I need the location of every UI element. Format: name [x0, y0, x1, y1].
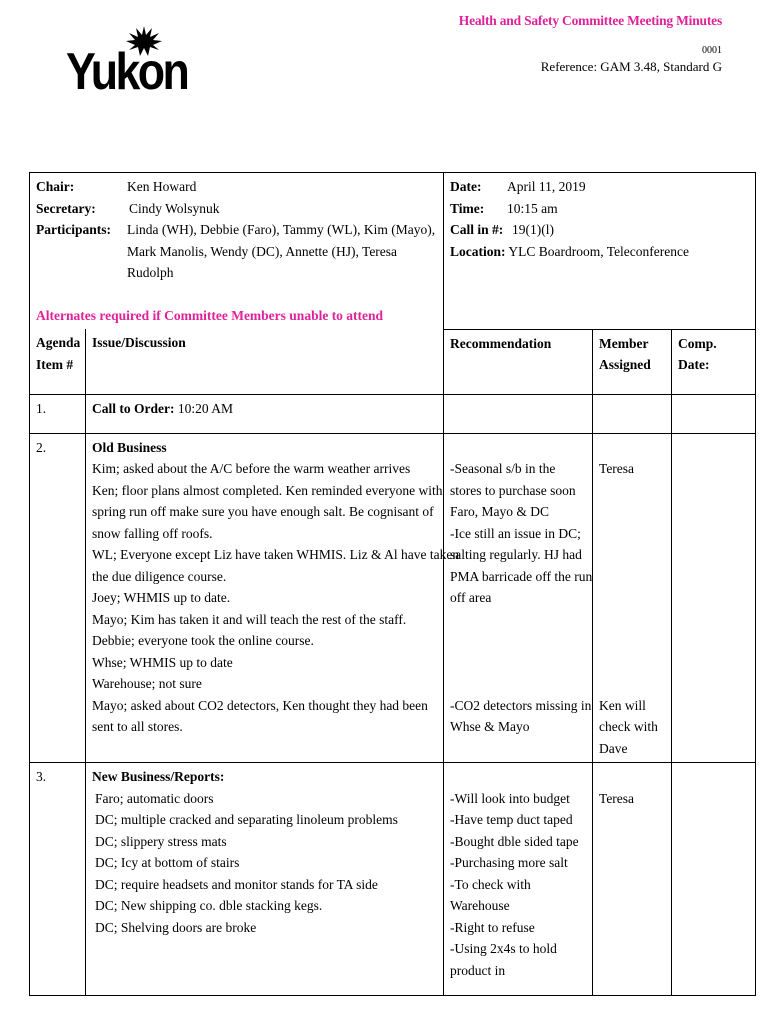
- item-member: Teresa: [593, 763, 672, 996]
- table-row: [30, 763, 756, 996]
- meeting-logistics: [444, 173, 756, 330]
- yukon-logo: [66, 26, 192, 110]
- col-member: Member Assigned: [593, 329, 672, 394]
- item-recommendation: -Will look into budget -Have temp duct taped -Bought dble sided tape -Purchasing more salt -To check with Warehouse -Right to refuse -Using 2x4s to hold product in: [444, 763, 593, 996]
- participants-line-1: Linda (WH), Debbie (Faro), Tammy (WL), Kim (Mayo),: [127, 222, 436, 237]
- secretary-value: Cindy Wolsynuk: [129, 200, 220, 216]
- time-value: 10:15 am: [507, 200, 558, 216]
- date-value: April 11, 2019: [507, 179, 586, 194]
- logo-wordmark: Yukon: [66, 43, 188, 101]
- item-recommendation: -Seasonal s/b in the stores to purchase soon Faro, Mayo & DC -Ice still an issue in DC; salting regularly. HJ had PMA barricade off the run off area -CO2 detectors missing in Whse & Mayo: [444, 433, 593, 763]
- item-issue: Call to Order: 10:20 AM: [86, 394, 444, 433]
- location-label: Location:: [450, 243, 506, 259]
- participants-label: Participants:: [36, 222, 111, 237]
- table-row: [30, 394, 756, 433]
- column-header-row: [30, 329, 756, 394]
- alternates-note: Alternates required if Committee Members unable to attend: [36, 307, 384, 323]
- item-number: 2.: [30, 433, 86, 763]
- meeting-attendance: [30, 173, 444, 330]
- item-number: 1.: [30, 394, 86, 433]
- table-row: [30, 433, 756, 763]
- document-reference: Reference: GAM 3.48, Standard G: [540, 59, 722, 74]
- item-member: Teresa Ken will check with Dave: [593, 433, 672, 763]
- item-number: 3.: [30, 763, 86, 996]
- document-title: Health and Safety Committee Meeting Minutes: [458, 13, 722, 28]
- item-issue: Old Business Kim; asked about the A/C before the warm weather arrives Ken; floor plans almost completed. Ken reminded everyone with spring run off make sure you have enough salt. Be cognisant of snow falling off roofs. WL; Everyone except Liz have taken WHMIS. Liz & Al have taken the due diligence course. Joey; WHMIS up to date. Mayo; Kim has taken it and will teach the rest of the staff. Debbie; everyone took the online course. Whse; WHMIS up to date Warehouse; not sure Mayo; asked about CO2 detectors, Ken thought they had been sent to all stores.: [86, 433, 444, 763]
- document-number: 0001: [702, 45, 722, 56]
- time-label: Time:: [450, 200, 485, 216]
- col-agenda: Agenda Item #: [30, 329, 86, 394]
- item-issue: New Business/Reports: Faro; automatic doors DC; multiple cracked and separating linoleum problems DC; slippery stress mats DC; Icy at bottom of stairs DC; require headsets and monitor stands for TA side DC; New shipping co. dble stacking kegs. DC; Shelving doors are broke: [86, 763, 444, 996]
- col-recommendation: Recommendation: [444, 329, 593, 394]
- col-issue: Issue/Discussion: [86, 329, 444, 394]
- minutes-table: [29, 172, 756, 996]
- chair-value: Ken Howard: [127, 179, 197, 194]
- location-value: YLC Boardroom, Teleconference: [508, 243, 689, 259]
- date-label: Date:: [450, 179, 482, 194]
- col-comp-date: Comp. Date:: [672, 329, 756, 394]
- fireweed-logo-icon: [126, 26, 162, 60]
- chair-label: Chair:: [36, 179, 75, 194]
- secretary-label: Secretary:: [36, 200, 96, 216]
- callin-label: Call in #:: [450, 222, 504, 237]
- callin-value: 19(1)(l): [512, 222, 554, 237]
- participants-line-2: Mark Manolis, Wendy (DC), Annette (HJ), Teresa Rudolph: [127, 243, 398, 280]
- meeting-details-row: [30, 173, 756, 330]
